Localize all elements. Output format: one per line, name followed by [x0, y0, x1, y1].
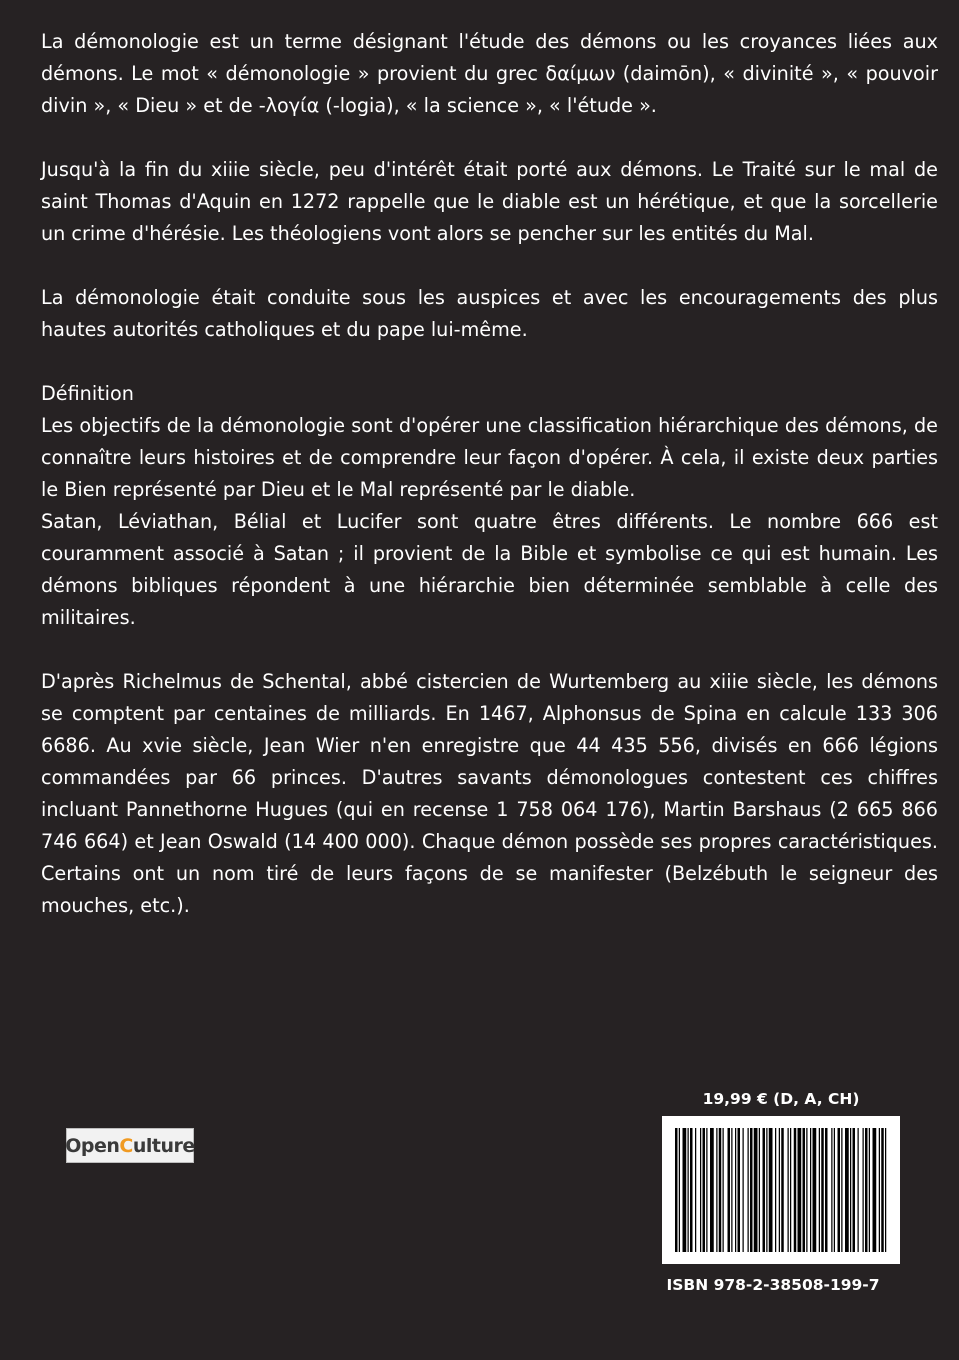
barcode-bar	[863, 1128, 864, 1252]
barcode-bar	[731, 1128, 732, 1252]
price-label: 19,99 € (D, A, CH)	[702, 1090, 860, 1108]
barcode-bar	[688, 1128, 689, 1252]
barcode-bar	[790, 1128, 791, 1252]
barcode-bar	[775, 1128, 776, 1252]
barcode-bar	[838, 1128, 841, 1252]
back-cover-text	[41, 26, 938, 954]
paragraph-authorities: La démonologie était conduite sous les auspices et avec les encouragements des plus hautes autorités catholiques et du pape lui-même.	[41, 286, 938, 341]
barcode-bar	[810, 1128, 811, 1252]
paragraph-objectives: Les objectifs de la démonologie sont d'opérer une classification hiérarchique des démons, de connaître leurs histoires et de comprendre leur façon d'opérer. À cela, il existe deux parties le Bien représenté par Dieu et le Mal représenté par le diable.	[41, 414, 938, 501]
barcode-bar	[841, 1128, 842, 1252]
barcode-bar	[858, 1128, 859, 1252]
barcode-bar	[803, 1128, 806, 1252]
barcode-bar	[781, 1128, 784, 1252]
barcode-bar	[706, 1128, 707, 1252]
barcode-bar	[710, 1128, 714, 1252]
barcode-bar	[881, 1128, 884, 1252]
barcode-bar	[766, 1128, 767, 1252]
barcode-bar	[703, 1128, 706, 1252]
barcode-bar	[723, 1128, 724, 1252]
barcode-bar	[679, 1128, 680, 1252]
barcode-bar	[865, 1128, 868, 1252]
barcode-bar	[759, 1128, 760, 1252]
barcode-bar	[879, 1128, 880, 1252]
barcode-bar	[819, 1128, 820, 1252]
barcode-bar	[675, 1128, 678, 1252]
barcode-bar	[738, 1128, 741, 1252]
barcode-bar	[788, 1128, 789, 1252]
barcode-bar	[769, 1128, 773, 1252]
barcode-bar	[794, 1128, 797, 1252]
barcode-bar	[683, 1128, 687, 1252]
barcode-bar	[821, 1128, 824, 1252]
barcode-bar	[763, 1128, 766, 1252]
barcode	[662, 1116, 900, 1264]
barcode-bar	[806, 1128, 807, 1252]
barcode-bar	[735, 1128, 736, 1252]
barcode-bar	[831, 1128, 832, 1252]
barcode-bar	[716, 1128, 717, 1252]
paragraph-history: Jusqu'à la fin du xiiie siècle, peu d'intérêt était porté aux démons. Le Traité sur le mal de saint Thomas d'Aquin en 1272 rappelle que le diable est un hérétique, et que la sorcellerie un crime d'hérésie. Les théologiens vont alors se pencher sur les entités du Mal.	[41, 158, 938, 245]
barcode-bar	[695, 1128, 696, 1252]
barcode-bar	[779, 1128, 780, 1252]
barcode-bar	[719, 1128, 722, 1252]
barcode-bar	[834, 1128, 835, 1252]
barcode-bar	[728, 1128, 731, 1252]
barcode-bar	[700, 1128, 701, 1252]
publisher-logo: Open C ulture	[66, 1128, 194, 1163]
section-heading-definition: Définition	[41, 382, 134, 405]
paragraph-numbers: D'après Richelmus de Schental, abbé cistercien de Wurtemberg au xiiie siècle, les démons se comptent par centaines de milliards. En 1467, Alphonsus de Spina en calcule 133 306 6686. Au xvie siècle, Jean Wier n'en enregistre que 44 435 556, divisés en 666 légions commandées par 66 princes. D'autres savants démonologues contestent ces chiffres incluant Pannethorne Hugues (qui en recense 1 758 064 176), Martin Barshaus (2 665 866 746 664) et Jean Oswald (14 400 000). Chaque démon possède ses propres caractéristiques. Certains ont un nom tiré de leurs façons de se manifester (Belzébuth le seigneur des mouches, etc.).	[41, 670, 938, 917]
barcode-bar	[850, 1128, 851, 1252]
barcode-bar	[825, 1128, 828, 1252]
barcode-bar	[813, 1128, 817, 1252]
barcode-bar	[743, 1128, 744, 1252]
barcode-bar	[845, 1128, 849, 1252]
barcode-bar	[748, 1128, 749, 1252]
barcode-bar	[853, 1128, 856, 1252]
barcode-bar	[754, 1128, 758, 1252]
barcode-bar	[750, 1128, 753, 1252]
barcode-graphic	[662, 1116, 900, 1264]
isbn-label: ISBN 978-2-38508-199-7	[666, 1276, 880, 1294]
barcode-bar	[869, 1128, 870, 1252]
barcode-bar	[798, 1128, 802, 1252]
barcode-bar	[690, 1128, 693, 1252]
paragraph-satan: Satan, Léviathan, Bélial et Lucifer sont quatre êtres différents. Le nombre 666 est couramment associé à Satan ; il provient de la Bible et symbolise ce qui est humain. Les démons bibliques répondent à une hiérarchie bien déterminée semblable à celle des militaires.	[41, 510, 938, 629]
barcode-bar	[885, 1128, 886, 1252]
paragraph-intro: La démonologie est un terme désignant l'étude des démons ou les croyances liées aux démons. Le mot « démonologie » provient du grec δαίμων (daimōn), « divinité », « pouvoir divin », « Dieu » et de -λογία (-logia), « la science », « l'étude ».	[41, 30, 938, 117]
barcode-bar	[873, 1128, 877, 1252]
